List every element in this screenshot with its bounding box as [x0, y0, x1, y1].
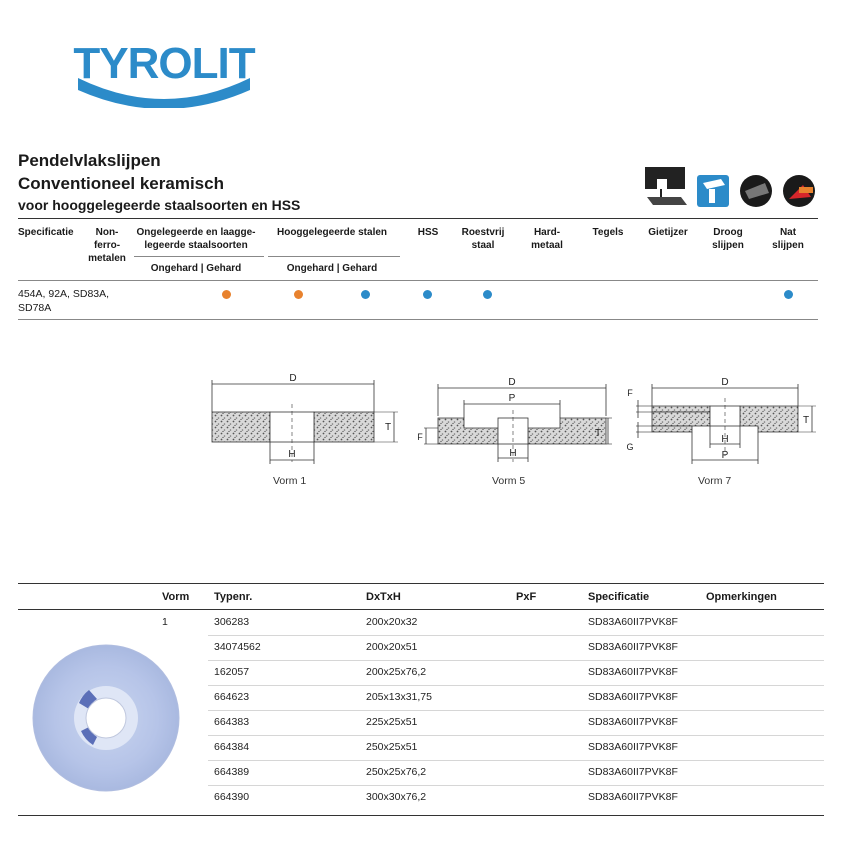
diagram-vorm-1 — [208, 372, 398, 472]
svg-text:F: F — [417, 432, 423, 442]
dim-h: H — [288, 449, 296, 460]
table-row-specification: SD83A60II7PVK8F — [588, 691, 678, 703]
header-roestvrij: Roestvrij staal — [461, 227, 505, 251]
dot-ongelegeerd-ongehard — [222, 290, 231, 299]
row-separator — [208, 735, 824, 736]
col-header-specificatie: Specificatie — [588, 591, 650, 603]
svg-text:F: F — [627, 388, 633, 398]
svg-text:P: P — [508, 393, 516, 404]
header-ongelegeerd-sub: Ongehard | Gehard — [150, 263, 242, 274]
table-row-dimensions: 250x25x51 — [366, 741, 418, 753]
svg-text:D: D — [508, 377, 516, 388]
dot-hooggelegeerd-ongehard — [361, 290, 370, 299]
vorm-value: 1 — [162, 616, 168, 628]
table-row-typenr: 664383 — [214, 716, 250, 728]
header-bottom-rule — [18, 280, 818, 281]
svg-text:T: T — [802, 415, 810, 426]
dim-t: T — [384, 422, 392, 433]
table-row-specification: SD83A60II7PVK8F — [588, 716, 678, 728]
col-header-dxtxh: DxTxH — [366, 591, 401, 603]
grinding-machine-icon — [645, 167, 687, 205]
table-row-dimensions: 200x20x51 — [366, 641, 418, 653]
page-subtitle: Conventioneel keramisch — [18, 174, 224, 193]
grinding-wheel-image — [31, 643, 181, 793]
dot-nat-slijpen — [784, 290, 793, 299]
diagram-vorm-5 — [414, 376, 612, 468]
table-row-dimensions: 225x25x51 — [366, 716, 418, 728]
product-table — [18, 583, 824, 817]
vorm-5-label: Vorm 5 — [492, 475, 526, 487]
header-hardmetaal: Hard- metaal — [531, 227, 563, 251]
row-separator — [208, 710, 824, 711]
spec-row-label: 454A, 92A, SD83A, SD78A — [18, 288, 110, 314]
logo-text: TYROLIT — [73, 39, 255, 88]
svg-text:T: T — [594, 428, 602, 439]
header-non-ferro: Non- ferro- metalen — [88, 227, 126, 264]
col-header-typenr: Typenr. — [214, 591, 253, 603]
table-row-typenr: 664390 — [214, 791, 250, 803]
table-row-typenr: 664389 — [214, 766, 250, 778]
header-specificatie: Specificatie — [18, 227, 74, 238]
diagram-vorm-7 — [622, 376, 818, 472]
table-row-specification: SD83A60II7PVK8F — [588, 791, 678, 803]
header-ongelegeerd: Ongelegeerde en laagge- legeerde staalsoorten — [136, 227, 256, 251]
col-header-pxf: PxF — [516, 591, 537, 603]
header-hooggelegeerd-sub: Ongehard | Gehard — [286, 263, 378, 274]
table-row-typenr: 162057 — [214, 666, 250, 678]
table-row-dimensions: 200x20x32 — [366, 616, 418, 628]
col-header-vorm: Vorm — [162, 591, 190, 603]
application-icons — [643, 165, 819, 213]
page-subtitle-2: voor hooggelegeerde staalsoorten en HSS — [18, 197, 301, 213]
steel-profile-icon — [697, 175, 729, 207]
row-separator — [208, 635, 824, 636]
hooggelegeerd-sub-rule — [268, 256, 400, 257]
svg-text:G: G — [626, 442, 634, 452]
wet-grinding-icon — [783, 175, 815, 207]
table-row-dimensions: 300x30x76,2 — [366, 791, 427, 803]
svg-text:P: P — [721, 450, 729, 461]
table-row-specification: SD83A60II7PVK8F — [588, 616, 678, 628]
table-row-specification: SD83A60II7PVK8F — [588, 641, 678, 653]
table-bottom-rule — [18, 319, 818, 320]
product-table-top-rule — [18, 583, 824, 584]
page-title: Pendelvlakslijpen — [18, 151, 161, 170]
ongelegeerd-sub-rule — [134, 256, 264, 257]
svg-text:H: H — [509, 448, 517, 459]
header-tegels: Tegels — [592, 227, 624, 238]
table-row-dimensions: 200x25x76,2 — [366, 666, 427, 678]
dot-hss — [423, 290, 432, 299]
specification-table — [18, 218, 818, 322]
row-separator — [208, 785, 824, 786]
table-top-rule — [18, 218, 818, 219]
table-row-dimensions: 205x13x31,75 — [366, 691, 432, 703]
header-hooggelegeerd: Hooggelegeerde stalen — [276, 227, 388, 238]
table-row-specification: SD83A60II7PVK8F — [588, 666, 678, 678]
row-separator — [208, 685, 824, 686]
dim-d: D — [289, 373, 297, 384]
header-droog-slijpen: Droog slijpen — [712, 227, 744, 251]
vorm-7-label: Vorm 7 — [698, 475, 732, 487]
svg-text:D: D — [721, 377, 729, 388]
product-table-bottom-rule — [18, 815, 824, 816]
header-nat-slijpen: Nat slijpen — [772, 227, 804, 251]
header-gietijzer: Gietijzer — [648, 227, 688, 238]
table-row-typenr: 664384 — [214, 741, 250, 753]
vorm-1-label: Vorm 1 — [273, 475, 307, 487]
table-row-dimensions: 250x25x76,2 — [366, 766, 427, 778]
table-row-typenr: 306283 — [214, 616, 250, 628]
dot-roestvrij — [483, 290, 492, 299]
row-separator — [208, 760, 824, 761]
svg-text:H: H — [721, 434, 729, 445]
table-row-specification: SD83A60II7PVK8F — [588, 741, 678, 753]
header-hss: HSS — [417, 227, 439, 238]
title-block — [18, 149, 300, 215]
col-header-opmerkingen: Opmerkingen — [706, 591, 777, 603]
dry-grinding-icon — [740, 175, 772, 207]
table-row-specification: SD83A60II7PVK8F — [588, 766, 678, 778]
table-row-typenr: 34074562 — [214, 641, 261, 653]
row-separator — [208, 660, 824, 661]
table-row-typenr: 664623 — [214, 691, 250, 703]
product-header-rule — [18, 609, 824, 610]
dot-ongelegeerd-gehard — [294, 290, 303, 299]
tyrolit-logo — [70, 28, 258, 108]
